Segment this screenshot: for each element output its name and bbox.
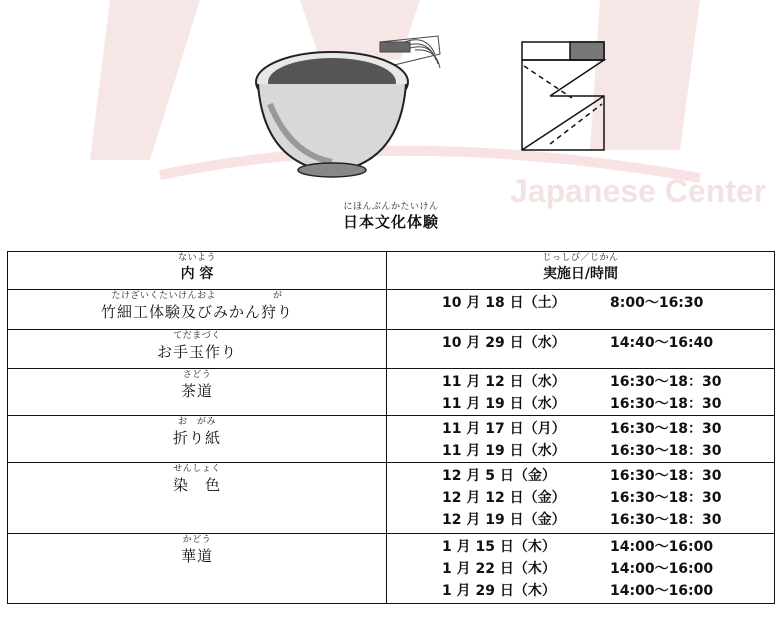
table-header-row xyxy=(8,252,775,290)
activity-cell: せんしょく 染 色 xyxy=(8,463,387,534)
tea-ceremony-illustration xyxy=(250,24,630,184)
title-ruby: にほんぶんかたいけん xyxy=(343,202,439,212)
sessions-cell xyxy=(387,290,775,330)
session-line: 12 月 5 日（金） 16:30～18：30 xyxy=(442,468,722,484)
session-line: 11 月 19 日（水） 16:30～18：30 xyxy=(442,396,722,412)
header-content: ないよう 内 容 xyxy=(8,252,387,290)
table-row xyxy=(8,463,775,534)
sessions-cell xyxy=(387,463,775,534)
table-row xyxy=(8,534,775,604)
activity-name: 華道 xyxy=(180,547,213,565)
activity-name: 染 色 xyxy=(172,476,221,494)
watermark-text: Japanese Center xyxy=(510,173,767,209)
page-title: 日本文化体験 xyxy=(342,213,439,231)
activity-name: 折り紙 xyxy=(172,429,221,447)
title-block xyxy=(0,202,782,231)
sessions-cell xyxy=(387,534,775,604)
table-row xyxy=(8,369,775,416)
activity-cell: てだまづく お手玉作り xyxy=(8,330,387,369)
activity-cell: かどう 華道 xyxy=(8,534,387,604)
session-line: 11 月 19 日（水） 16:30～18：30 xyxy=(442,443,722,459)
activity-cell: さどう 茶道 xyxy=(8,369,387,416)
table-row xyxy=(8,416,775,463)
session-line: 1 月 29 日（木） 14:00～16:00 xyxy=(442,583,714,599)
session-line: 12 月 12 日（金） 16:30～18：30 xyxy=(442,490,722,506)
header-date-time-label: 実施日/時間 xyxy=(542,266,619,282)
sessions-cell xyxy=(387,369,775,416)
session-line: 11 月 17 日（月） 16:30～18：30 xyxy=(442,421,722,437)
header-date-time: じっしび／じかん 実施日/時間 xyxy=(387,252,775,290)
header-content-label: 内 容 xyxy=(180,266,214,282)
activity-cell: お がみ 折り紙 xyxy=(8,416,387,463)
folded-paper-icon xyxy=(522,42,604,150)
session-line: 1 月 15 日（木） 14:00～16:00 xyxy=(442,539,714,555)
session-line: 11 月 12 日（水） 16:30～18：30 xyxy=(442,374,722,390)
tea-bowl-icon xyxy=(256,52,408,177)
sessions-cell xyxy=(387,416,775,463)
session-line: 12 月 19 日（金） 16:30～18：30 xyxy=(442,512,722,528)
activity-name: お手玉作り xyxy=(156,343,237,361)
session-line: 10 月 29 日（水） 14:40～16:40 xyxy=(442,335,714,351)
sessions-cell xyxy=(387,330,775,369)
session-line: 1 月 22 日（木） 14:00～16:00 xyxy=(442,561,714,577)
activity-name: 茶道 xyxy=(180,382,213,400)
activity-name: 竹細工体験及びみかん狩り xyxy=(100,303,293,321)
session-line: 10 月 18 日（土） 8:00～16:30 xyxy=(442,295,704,311)
table-row xyxy=(8,290,775,330)
activity-cell: たけざいくたいけんおよ が 竹細工体験及びみかん狩り xyxy=(8,290,387,330)
schedule-table xyxy=(7,251,775,604)
table-row xyxy=(8,330,775,369)
